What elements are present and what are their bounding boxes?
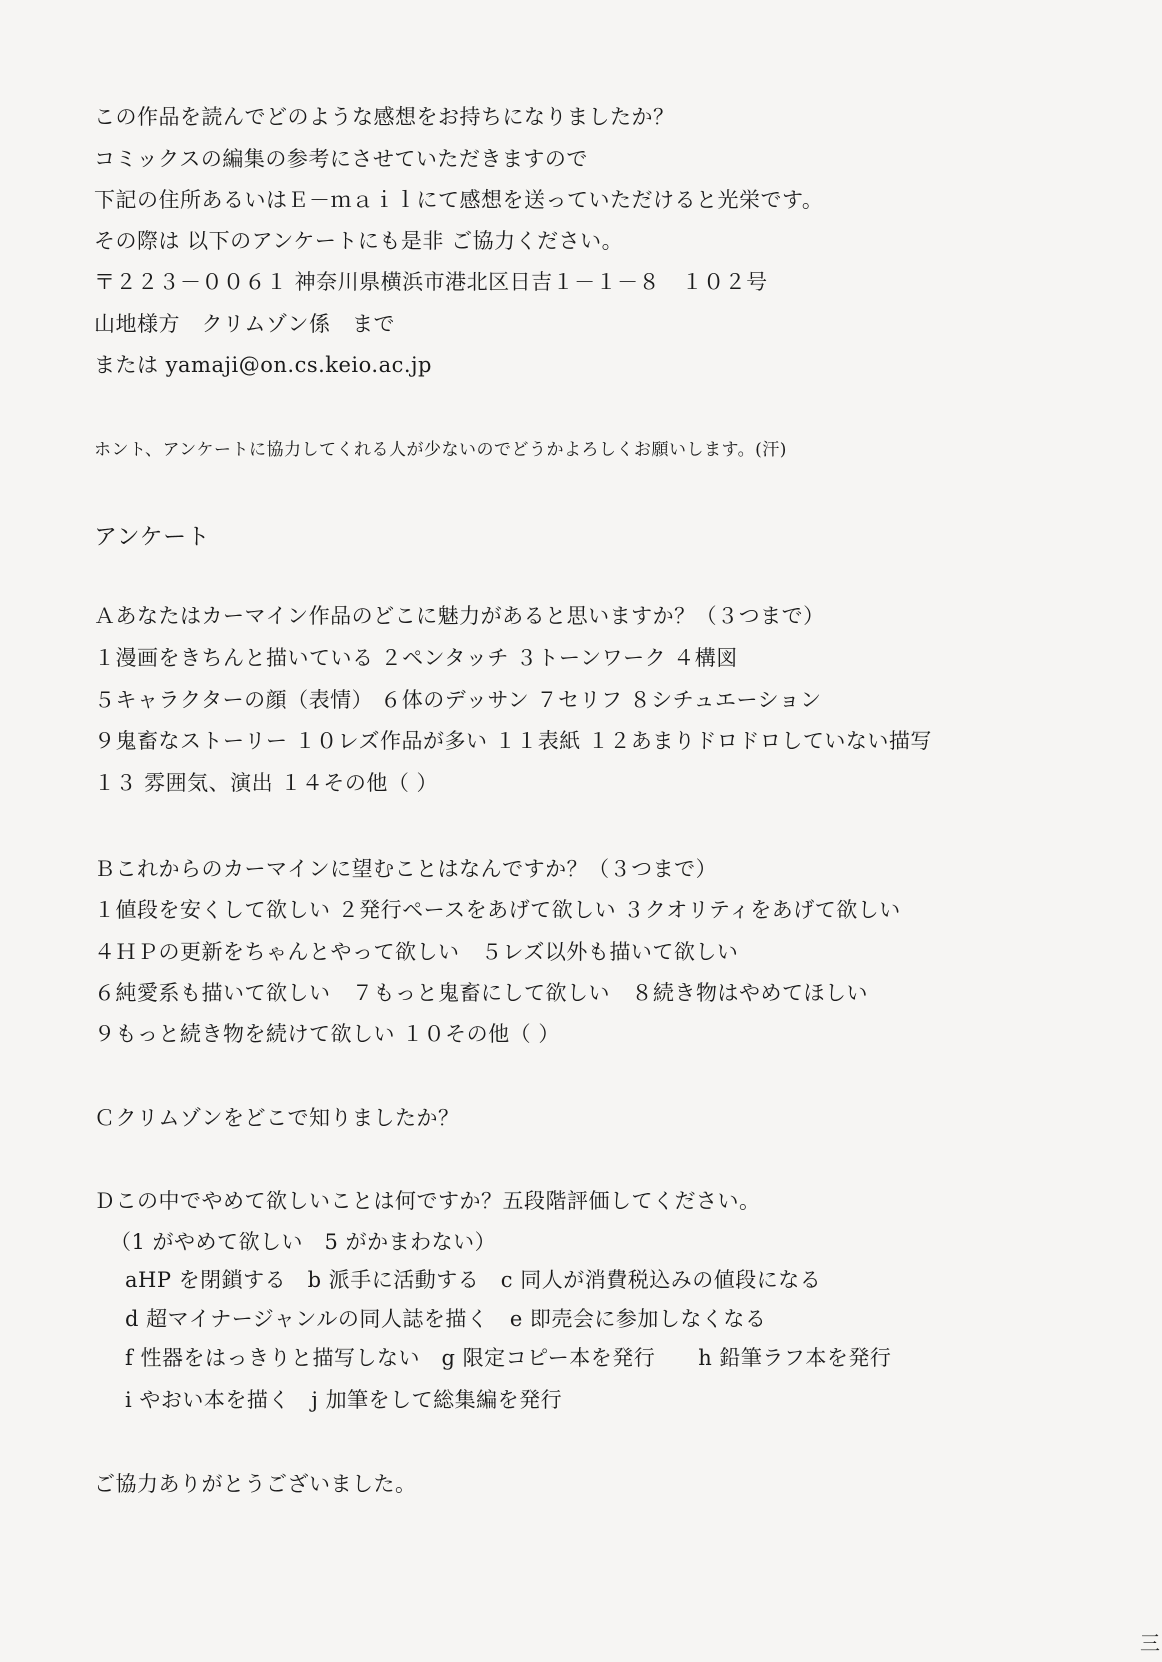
intro-line-4: その際は 以下のアンケートにも是非 ご協力ください。 <box>94 229 624 253</box>
question-d-scale-note: （1 がやめて欲しい 5 がかまわない） <box>110 1230 497 1254</box>
intro-line-2: コミックスの編集の参考にさせていただきますので <box>94 147 588 171</box>
question-d-options-2: d 超マイナージャンルの同人誌を描く e 即売会に参加しなくなる <box>125 1307 767 1331</box>
recipient-line: 山地様方 クリムゾン係 まで <box>94 312 395 336</box>
question-a: Ａあなたはカーマイン作品のどこに魅力があると思いますか？（３つまで） <box>94 604 825 628</box>
question-b-options-2: ４ＨＰの更新をちゃんとやって欲しい ５レズ以外も描いて欲しい <box>94 940 739 964</box>
question-a-options-2: ５キャラクターの顔（表情） ６体のデッサン ７セリフ ８シチュエーション <box>94 688 822 712</box>
request-note: ホント、アンケートに協力してくれる人が少ないのでどうかよろしくお願いします。(汗) <box>94 440 787 460</box>
question-a-options-4: １３ 雰囲気、演出 １４その他（ ） <box>94 771 439 795</box>
question-a-options-1: １漫画をきちんと描いている ２ペンタッチ ３トーンワーク ４構図 <box>94 646 738 670</box>
survey-title: アンケート <box>94 524 211 550</box>
page-edge-mark: 三 <box>1140 1631 1160 1655</box>
question-d-options-4: i やおい本を描く j 加筆をして総集編を発行 <box>125 1388 563 1412</box>
email-line: または yamaji@on.cs.keio.ac.jp <box>94 353 433 377</box>
question-d: Ｄこの中でやめて欲しいことは何ですか？五段階評価してください。 <box>94 1189 761 1213</box>
question-a-options-3: ９鬼畜なストーリー １０レズ作品が多い １１表紙 １２あまりドロドロしていない描写 <box>94 729 932 753</box>
question-c: Ｃクリムゾンをどこで知りましたか？ <box>94 1106 460 1130</box>
question-d-options-3: f 性器をはっきりと描写しない g 限定コピー本を発行 h 鉛筆ラフ本を発行 <box>125 1346 892 1370</box>
address-line: 〒２２３－００６１ 神奈川県横浜市港北区日吉１－１－８ １０２号 <box>94 270 768 294</box>
intro-line-1: この作品を読んでどのような感想をお持ちになりましたか？ <box>94 105 675 129</box>
closing-thanks: ご協力ありがとうございました。 <box>94 1472 417 1496</box>
intro-line-3: 下記の住所あるいはＥ－ｍａｉｌにて感想を送っていただけると光栄です。 <box>94 188 824 212</box>
question-b: Ｂこれからのカーマインに望むことはなんですか？（３つまで） <box>94 857 718 881</box>
question-d-options-1: aHP を閉鎖する b 派手に活動する c 同人が消費税込みの値段になる <box>125 1268 822 1292</box>
question-b-options-4: ９もっと続き物を続けて欲しい １０その他（ ） <box>94 1022 560 1046</box>
question-b-options-1: １値段を安くして欲しい ２発行ペースをあげて欲しい ３クオリティをあげて欲しい <box>94 898 901 922</box>
question-b-options-3: ６純愛系も描いて欲しい ７もっと鬼畜にして欲しい ８続き物はやめてほしい <box>94 981 868 1005</box>
